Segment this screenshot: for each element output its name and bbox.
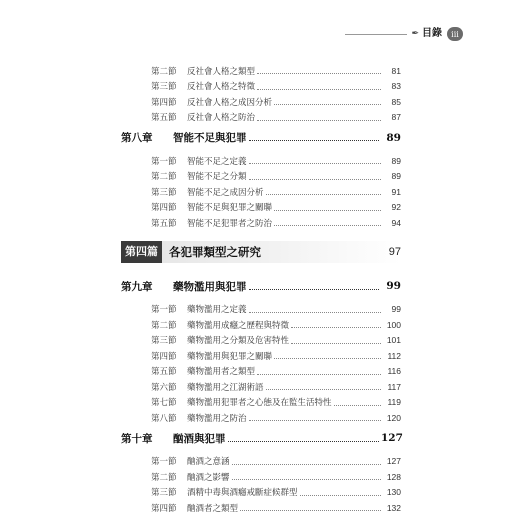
dot-leader	[266, 389, 381, 390]
chapter-number: 第九章	[121, 280, 153, 293]
section-number: 第三節	[151, 488, 177, 499]
toc-section-entry[interactable]	[121, 469, 401, 485]
toc-chapter-entry[interactable]	[121, 429, 401, 448]
section-page-number: 112	[387, 350, 401, 361]
chapter-title: 藥物濫用與犯罪	[173, 280, 247, 293]
section-title: 酗酒之影響	[187, 472, 230, 483]
toc-chapter-entry[interactable]	[121, 277, 401, 296]
section-number: 第二節	[151, 472, 177, 483]
section-page-number: 130	[386, 487, 401, 498]
toc-section-entry[interactable]	[121, 110, 401, 126]
dot-leader	[249, 312, 381, 313]
section-title: 酗酒者之類型	[187, 503, 239, 514]
section-page-number: 89	[391, 171, 401, 182]
toc-section-entry[interactable]	[121, 317, 401, 333]
section-page-number: 100	[386, 319, 401, 330]
section-number: 第一節	[151, 457, 177, 468]
section-title: 藥物濫用之定義	[187, 305, 247, 316]
part-title: 各犯罪類型之研究	[169, 244, 261, 259]
section-number: 第一節	[151, 156, 177, 167]
section-number: 第四節	[151, 503, 177, 514]
section-title: 反社會人格之特徵	[187, 82, 256, 93]
section-page-number: 99	[391, 304, 401, 315]
dot-leader	[291, 327, 381, 328]
section-title: 酗酒之意涵	[187, 457, 230, 468]
section-number: 第五節	[151, 113, 177, 124]
section-title: 反社會人格之防治	[187, 113, 256, 124]
dot-leader	[257, 120, 381, 121]
toc-section-entry[interactable]	[121, 454, 401, 470]
header-page-number: iii	[447, 27, 463, 41]
header-rule	[345, 34, 407, 35]
section-page-number: 101	[386, 335, 401, 346]
section-number: 第四節	[151, 203, 177, 214]
dot-leader	[228, 441, 380, 442]
dot-leader	[291, 343, 381, 344]
section-title: 藥物濫用犯罪者之心態及在監生活特性	[187, 398, 332, 409]
section-page-number: 120	[386, 412, 401, 423]
section-title: 智能不足犯罪者之防治	[187, 218, 273, 229]
part-number-badge: 第四篇	[121, 241, 162, 263]
dot-leader	[274, 210, 381, 211]
dot-leader	[257, 374, 381, 375]
dot-leader	[249, 140, 380, 141]
running-header	[345, 26, 463, 42]
section-number: 第四節	[151, 97, 177, 108]
section-number: 第一節	[151, 305, 177, 316]
section-title: 反社會人格之類型	[187, 66, 256, 77]
pen-nib-icon: ✒	[411, 28, 419, 39]
dot-leader	[334, 405, 381, 406]
section-page-number: 94	[391, 217, 401, 228]
toc-section-entry[interactable]	[121, 200, 401, 216]
toc-section-entry[interactable]	[121, 500, 401, 516]
toc-part-banner[interactable]	[121, 241, 401, 263]
dot-leader	[274, 225, 381, 226]
chapter-title: 酗酒與犯罪	[173, 432, 226, 445]
section-number: 第二節	[151, 172, 177, 183]
section-title: 藥物濫用者之類型	[187, 367, 256, 378]
section-page-number: 116	[387, 366, 401, 377]
section-number: 第六節	[151, 382, 177, 393]
dot-leader	[257, 73, 381, 74]
dot-leader	[266, 194, 381, 195]
section-title: 智能不足與犯罪之關聯	[187, 203, 273, 214]
dot-leader	[257, 89, 381, 90]
dot-leader	[249, 289, 380, 290]
toc-section-entry[interactable]	[121, 379, 401, 395]
section-number: 第七節	[151, 398, 177, 409]
section-title: 智能不足之分類	[187, 172, 247, 183]
toc-chapter-entry[interactable]	[121, 128, 401, 147]
section-title: 酒精中毒與酒癮戒斷症候群型	[187, 488, 298, 499]
section-page-number: 81	[391, 65, 401, 76]
section-page-number: 127	[386, 456, 401, 467]
section-title: 藥物濫用成癮之歷程與特徵	[187, 320, 290, 331]
section-number: 第三節	[151, 82, 177, 93]
dot-leader	[274, 358, 381, 359]
part-page-number: 97	[388, 245, 401, 258]
toc-section-entry[interactable]	[121, 153, 401, 169]
toc-section-entry[interactable]	[121, 215, 401, 231]
dot-leader	[300, 495, 381, 496]
toc-section-entry[interactable]	[121, 94, 401, 110]
section-page-number: 119	[387, 397, 401, 408]
chapter-page-number: 99	[386, 280, 401, 292]
section-number: 第二節	[151, 320, 177, 331]
section-number: 第五節	[151, 367, 177, 378]
section-number: 第五節	[151, 218, 177, 229]
section-title: 智能不足之定義	[187, 156, 247, 167]
section-page-number: 128	[386, 471, 401, 482]
section-number: 第三節	[151, 187, 177, 198]
section-title: 藥物濫用之分類及危害特性	[187, 336, 290, 347]
dot-leader	[232, 464, 381, 465]
toc-section-entry[interactable]	[121, 302, 401, 318]
dot-leader	[249, 163, 381, 164]
section-page-number: 132	[386, 502, 401, 513]
toc-section-entry[interactable]	[121, 395, 401, 411]
header-label: 目錄	[422, 28, 442, 39]
dot-leader	[232, 479, 381, 480]
toc-section-entry[interactable]	[121, 169, 401, 185]
section-title: 藥物濫用與犯罪之關聯	[187, 351, 273, 362]
section-title: 藥物濫用之防治	[187, 413, 247, 424]
chapter-number: 第八章	[121, 132, 153, 144]
chapter-title: 智能不足與犯罪	[173, 132, 247, 144]
chapter-page-number: 89	[386, 131, 401, 144]
toc-section-entry[interactable]	[121, 79, 401, 95]
toc-section-entry[interactable]	[121, 410, 401, 426]
dot-leader	[274, 104, 381, 105]
table-of-contents	[121, 63, 401, 516]
section-page-number: 87	[391, 112, 401, 123]
section-number: 第四節	[151, 351, 177, 362]
section-page-number: 91	[391, 186, 401, 197]
section-title: 藥物濫用之江湖術語	[187, 382, 264, 393]
toc-section-entry[interactable]	[121, 333, 401, 349]
dot-leader	[240, 510, 381, 511]
toc-section-entry[interactable]	[121, 348, 401, 364]
toc-section-entry[interactable]	[121, 485, 401, 501]
section-number: 第二節	[151, 66, 177, 77]
section-page-number: 92	[391, 202, 401, 213]
toc-section-entry[interactable]	[121, 184, 401, 200]
dot-leader	[249, 420, 381, 421]
toc-section-entry[interactable]	[121, 63, 401, 79]
section-number: 第三節	[151, 336, 177, 347]
section-page-number: 89	[391, 155, 401, 166]
chapter-page-number: 127	[381, 432, 403, 444]
section-page-number: 117	[387, 381, 401, 392]
dot-leader	[249, 179, 381, 180]
section-number: 第八節	[151, 413, 177, 424]
toc-section-entry[interactable]	[121, 364, 401, 380]
chapter-number: 第十章	[121, 432, 153, 445]
section-page-number: 85	[391, 96, 401, 107]
section-title: 反社會人格之成因分析	[187, 97, 273, 108]
section-page-number: 83	[391, 81, 401, 92]
section-title: 智能不足之成因分析	[187, 187, 264, 198]
